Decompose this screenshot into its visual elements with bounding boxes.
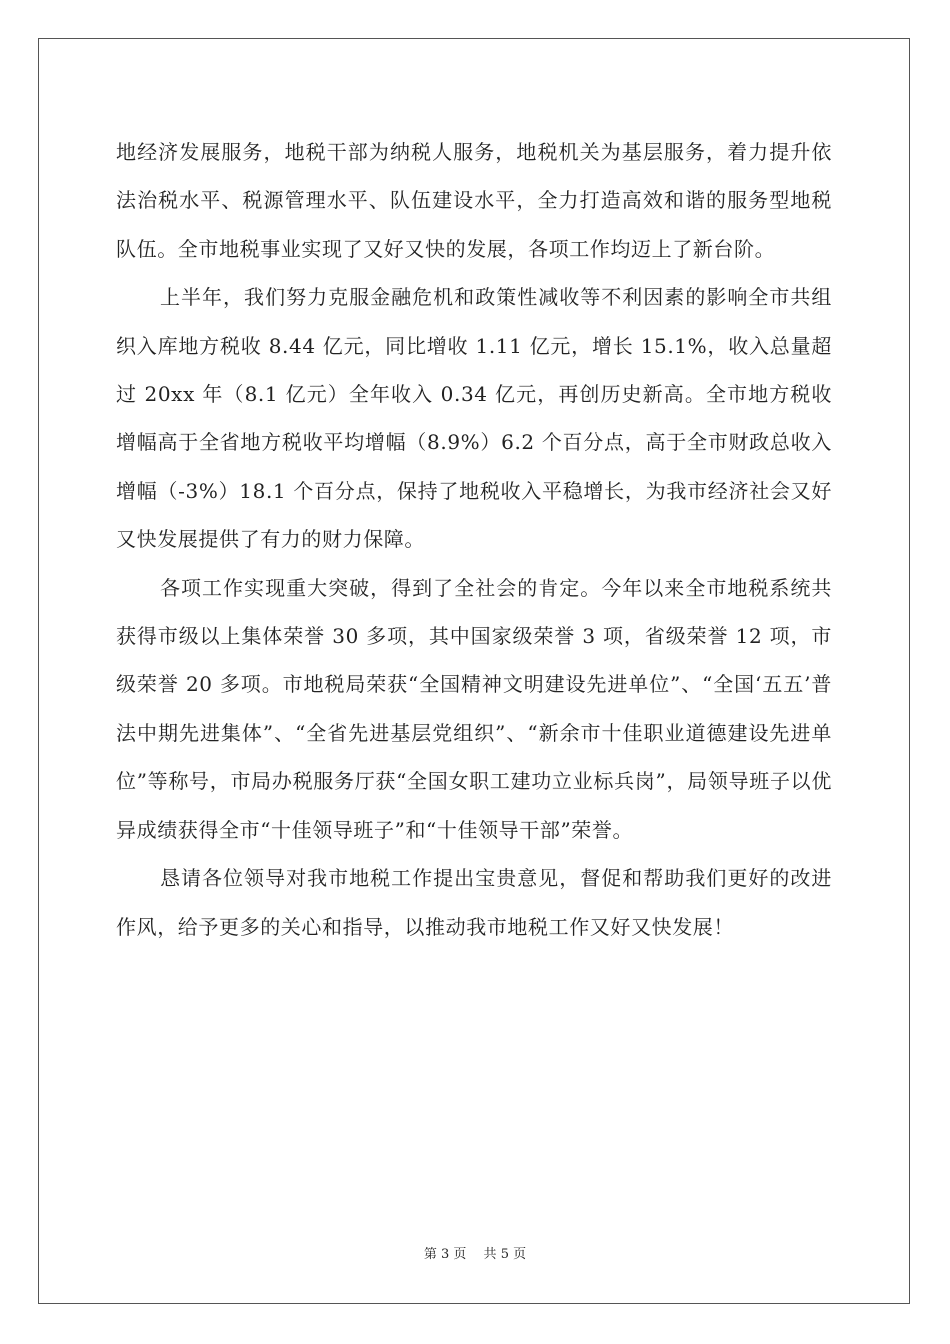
document-body [116,128,832,951]
page-number-footer: 第 3 页 共 5 页 [423,1247,527,1262]
paragraph-4: 恳请各位领导对我市地税工作提出宝贵意见，督促和帮助我们更好的改进作风，给予更多的关心和指导，以推动我市地税工作又好又快发展！ [116,866,832,939]
paragraph-2: 上半年，我们努力克服金融危机和政策性减收等不利因素的影响全市共组织入库地方税收 8.44 亿元，同比增收 1.11 亿元，增长 15.1%，收入总量超过 20xx 年（8.1 亿元）全年收入 0.34 亿元，再创历史新高。全市地方税收增幅高于全省地方税收平均增幅（8.9%）6.2 个百分点，高于全市财政总收入增幅（-3%）18.1 个百分点，保持了地税收入平稳增长，为我市经济社会又好又快发展提供了有力的财力保障。 [116,285,832,552]
paragraph-1: 地经济发展服务，地税干部为纳税人服务，地税机关为基层服务，着力提升依法治税水平、税源管理水平、队伍建设水平，全力打造高效和谐的服务型地税队伍。全市地税事业实现了又好又快的发展，各项工作均迈上了新台阶。 [116,140,832,261]
paragraph-3: 各项工作实现重大突破，得到了全社会的肯定。今年以来全市地税系统共获得市级以上集体荣誉 30 多项，其中国家级荣誉 3 项，省级荣誉 12 项，市级荣誉 20 多项。市地税局荣获“全国精神文明建设先进单位”、“全国‘五五’普法中期先进集体”、“全省先进基层党组织”、“新余市十佳职业道德建设先进单位”等称号，市局办税服务厅获“全国女职工建功立业标兵岗”，局领导班子以优异成绩获得全市“十佳领导班子”和“十佳领导干部”荣誉。 [116,575,832,842]
